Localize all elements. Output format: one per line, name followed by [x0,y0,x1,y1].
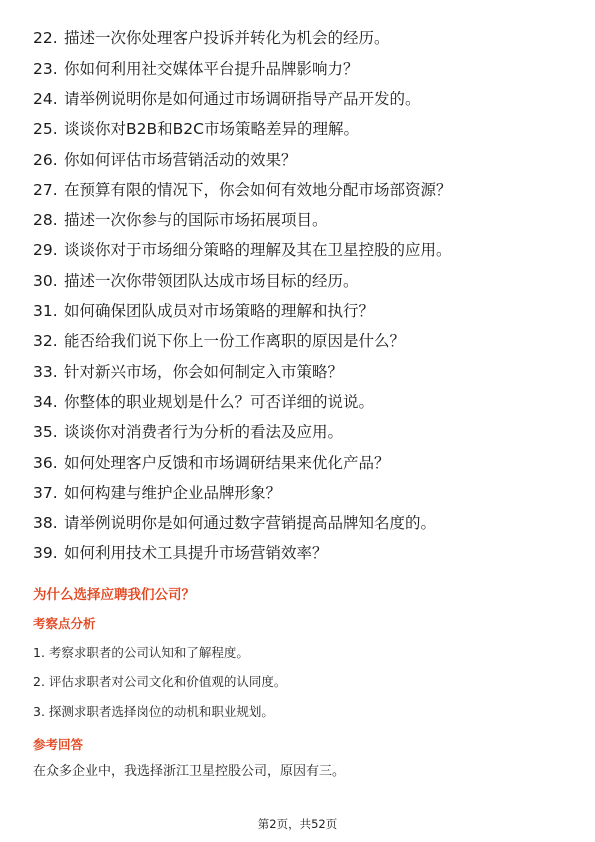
question-text: 谈谈你对消费者行为分析的看法及应用。 [64,423,344,442]
question-number: 36. [33,453,58,472]
question-item [33,54,573,84]
question-item [33,266,573,296]
question-text: 如何处理客户反馈和市场调研结果来优化产品？ [64,453,390,472]
question-text: 描述一次你带领团队达成市场目标的经历。 [64,271,359,290]
question-item [33,357,573,387]
question-text: 请举例说明你是如何通过数字营销提高品牌知名度的。 [64,514,437,533]
question-item [33,175,573,205]
question-item [33,509,573,539]
question-number: 24. [33,89,58,108]
question-text: 如何确保团队成员对市场策略的理解和执行？ [64,302,375,321]
analysis-points [33,637,286,726]
question-number: 28. [33,211,58,230]
analysis-point: 3. 探测求职者选择岗位的动机和职业规划。 [33,703,274,719]
question-text: 请举例说明你是如何通过市场调研指导产品开发的。 [64,89,421,108]
question-number: 30. [33,271,58,290]
question-text: 你如何利用社交媒体平台提升品牌影响力？ [64,59,359,78]
answer-heading: 参考回答 [33,737,84,752]
question-number: 26. [33,150,58,169]
question-item [33,145,573,175]
question-item [33,448,573,478]
question-item [33,115,573,145]
question-number: 25. [33,120,58,139]
question-item [33,388,573,418]
question-number: 22. [33,29,58,48]
question-number: 35. [33,423,58,442]
question-item [33,206,573,236]
question-number: 23. [33,59,58,78]
question-item [33,327,573,357]
page-footer: 第2页，共52页 [257,817,338,831]
question-item [33,236,573,266]
question-number: 37. [33,483,58,502]
question-text: 描述一次你参与的国际市场拓展项目。 [64,211,328,230]
question-text: 针对新兴市场，你会如何制定入市策略？ [64,362,344,381]
question-item [33,297,573,327]
section-title: 为什么选择应聘我们公司？ [33,587,195,603]
question-number: 32. [33,332,58,351]
question-number: 38. [33,514,58,533]
analysis-point: 2. 评估求职者对公司文化和价值观的认同度。 [33,674,287,690]
question-text: 你如何评估市场营销活动的效果？ [64,150,297,169]
question-number: 29. [33,241,58,260]
question-number: 33. [33,362,58,381]
answer-text: 在众多企业中，我选择浙江卫星控股公司，原因有三。 [33,764,346,779]
question-text: 谈谈你对于市场细分策略的理解及其在卫星控股的应用。 [64,241,452,260]
question-item [33,85,573,115]
question-text: 描述一次你处理客户投诉并转化为机会的经历。 [64,29,390,48]
question-item [33,418,573,448]
question-list [33,24,573,569]
question-item [33,478,573,508]
analysis-point: 1. 考察求职者的公司认知和了解程度。 [33,644,249,660]
question-text: 在预算有限的情况下，你会如何有效地分配市场部资源？ [64,180,452,199]
question-number: 39. [33,544,58,563]
question-number: 27. [33,180,58,199]
question-item [33,24,573,54]
question-number: 31. [33,302,58,321]
question-text: 如何构建与维护企业品牌形象？ [64,483,282,502]
question-text: 如何利用技术工具提升市场营销效率？ [64,544,328,563]
question-text: 能否给我们说下你上一份工作离职的原因是什么？ [64,332,406,351]
question-text: 谈谈你对B2B和B2C市场策略差异的理解。 [64,120,359,139]
question-item [33,539,573,569]
analysis-heading: 考察点分析 [33,616,96,631]
question-number: 34. [33,392,58,411]
question-text: 你整体的职业规划是什么？可否详细的说说。 [64,392,375,411]
